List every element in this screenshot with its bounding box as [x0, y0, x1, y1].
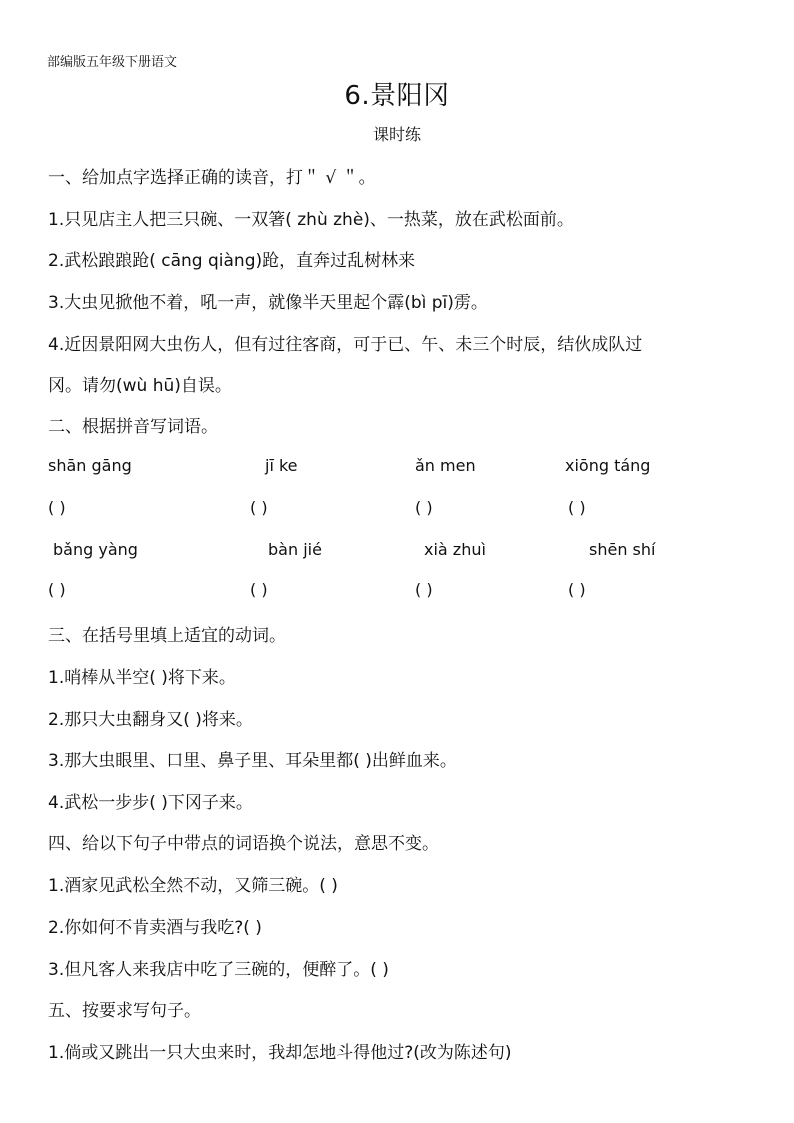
section3-item-3: 3.那大虫眼里、口里、鼻子里、耳朵里都( )出鲜血来。: [48, 751, 457, 771]
pinyin-3: ǎn men: [415, 456, 476, 475]
section1-item-4-cont: 冈。请勿(wù hū)自误。: [48, 376, 232, 396]
section1-item-1: 1.只见店主人把三只碗、一双箸( zhù zhè)、一热菜，放在武松面前。: [48, 210, 574, 230]
section4-item-2: 2.你如何不肯卖酒与我吃?( ): [48, 918, 262, 938]
section3-item-1: 1.哨棒从半空( )将下来。: [48, 668, 236, 688]
pinyin-5: bǎng yàng: [53, 540, 138, 559]
pinyin-2: jī ke: [265, 456, 298, 475]
section5-heading: 五、按要求写句子。: [48, 1001, 201, 1021]
section2-heading: 二、根据拼音写词语。: [48, 417, 218, 437]
pinyin-4: xiōng táng: [565, 456, 651, 475]
pinyin-8: shēn shí: [589, 540, 656, 559]
pinyin-7: xià zhuì: [424, 540, 486, 559]
section1-item-2: 2.武松踉踉跄( cāng qiàng)跄，直奔过乱树林来: [48, 251, 416, 271]
section3-item-2: 2.那只大虫翻身又( )将来。: [48, 710, 253, 730]
answer-blank-5[interactable]: ( ): [48, 580, 66, 599]
answer-blank-7[interactable]: ( ): [415, 580, 433, 599]
header-note: 部编版五年级下册语文: [47, 55, 178, 70]
answer-blank-1[interactable]: ( ): [48, 498, 66, 517]
section5-item-1: 1.倘或又跳出一只大虫来时，我却怎地斗得他过?(改为陈述句): [48, 1043, 512, 1063]
answer-blank-4[interactable]: ( ): [568, 498, 586, 517]
answer-blank-8[interactable]: ( ): [568, 580, 586, 599]
section4-heading: 四、给以下句子中带点的词语换个说法，意思不变。: [48, 834, 439, 854]
pinyin-1: shān gāng: [48, 456, 132, 475]
page-subtitle: 课时练: [372, 125, 421, 144]
section4-item-1: 1.酒家见武松全然不动，又筛三碗。( ): [48, 876, 338, 896]
section1-item-4: 4.近因景阳网大虫伤人，但有过往客商，可于已、午、未三个时辰，结伙成队过: [48, 335, 643, 355]
section1-heading: 一、给加点字选择正确的读音，打＂ √ ＂。: [48, 168, 376, 188]
section3-heading: 三、在括号里填上适宜的动词。: [48, 626, 286, 646]
section3-item-4: 4.武松一步步( )下冈子来。: [48, 793, 253, 813]
pinyin-6: bàn jié: [268, 540, 322, 559]
section4-item-3: 3.但凡客人来我店中吃了三碗的，便醉了。( ): [48, 960, 389, 980]
answer-blank-3[interactable]: ( ): [415, 498, 433, 517]
answer-blank-2[interactable]: ( ): [250, 498, 268, 517]
section1-item-3: 3.大虫见掀他不着，吼一声，就像半天里起个霹(bì pī)雳。: [48, 293, 488, 313]
answer-blank-6[interactable]: ( ): [250, 580, 268, 599]
page-title: 6.景阳冈: [344, 81, 450, 111]
